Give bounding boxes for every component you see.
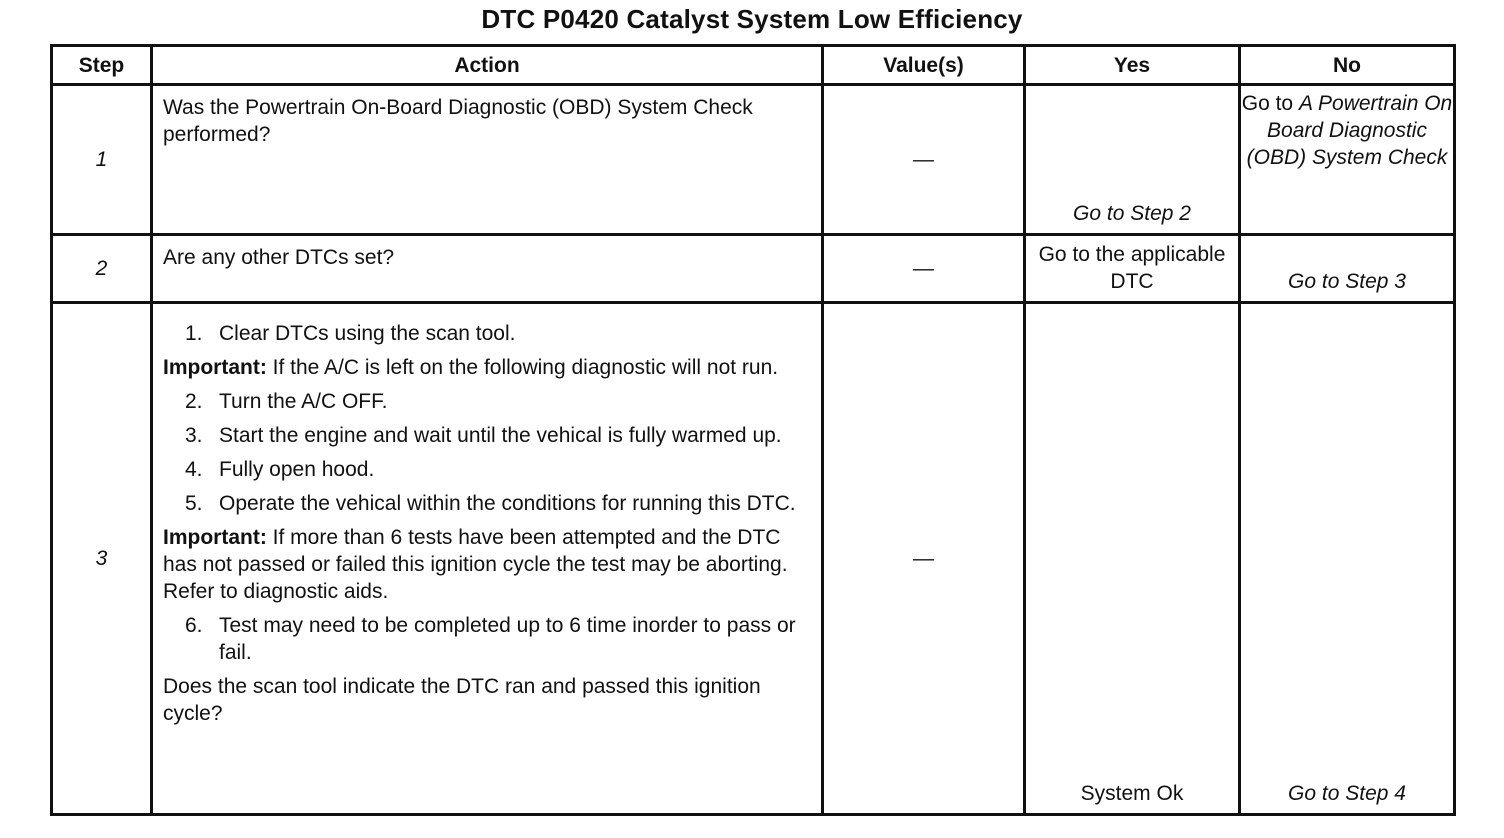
list-text: Operate the vehical within the conditions for running this DTC. <box>219 492 796 515</box>
list-text: Start the engine and wait until the vehical is fully warmed up. <box>219 424 782 447</box>
important-label: Important: <box>163 526 267 549</box>
list-number: 5. <box>185 492 203 515</box>
header-row <box>52 46 1455 85</box>
value-cell: — <box>823 235 1025 303</box>
header-no: No <box>1240 46 1455 85</box>
list-item <box>185 422 811 449</box>
no-cell <box>1240 85 1455 235</box>
yes-cell: Go to Step 2 <box>1025 85 1240 235</box>
action-cell <box>152 85 823 235</box>
important-note <box>163 524 811 605</box>
no-prefix: Go to <box>1241 92 1299 115</box>
value-cell: — <box>823 303 1025 815</box>
step-number: 3 <box>52 303 152 815</box>
important-note <box>163 354 811 381</box>
yes-cell: Go to the applicable DTC <box>1025 235 1240 303</box>
list-number: 1. <box>185 322 203 345</box>
table-row <box>52 85 1455 235</box>
list-number: 2. <box>185 390 203 413</box>
header-action: Action <box>152 46 823 85</box>
important-text: If more than 6 tests have been attempted and the DTC has not passed or failed this ignition cycle the test may be aborting. Refer to diagnostic aids. <box>163 526 788 603</box>
table-row <box>52 303 1455 815</box>
diagnostic-table <box>50 44 1456 816</box>
action-cell <box>152 303 823 815</box>
value-cell: — <box>823 85 1025 235</box>
action-text: Are any other DTCs set? <box>163 246 395 269</box>
step-number: 1 <box>52 85 152 235</box>
list-number: 6. <box>185 614 203 637</box>
list-item <box>185 612 811 666</box>
action-text: Was the Powertrain On-Board Diagnostic (OBD) System Check performed? <box>163 96 753 146</box>
document-title: DTC P0420 Catalyst System Low Efficiency <box>481 4 1023 34</box>
list-text: Turn the A/C OFF. <box>219 390 388 413</box>
list-item <box>185 490 811 517</box>
yes-cell: System Ok <box>1025 303 1240 815</box>
header-yes: Yes <box>1025 46 1240 85</box>
no-cell: Go to Step 3 <box>1240 235 1455 303</box>
step-number: 2 <box>52 235 152 303</box>
list-number: 3. <box>185 424 203 447</box>
list-item <box>185 320 811 347</box>
no-cell: Go to Step 4 <box>1240 303 1455 815</box>
list-text: Fully open hood. <box>219 458 375 481</box>
list-number: 4. <box>185 458 203 481</box>
table-row <box>52 235 1455 303</box>
list-item <box>185 456 811 483</box>
important-text: If the A/C is left on the following diagnostic will not run. <box>266 356 779 379</box>
important-label: Important: <box>163 356 267 379</box>
action-question: Does the scan tool indicate the DTC ran and passed this ignition cycle? <box>163 675 761 725</box>
header-step: Step <box>52 46 152 85</box>
list-text: Clear DTCs using the scan tool. <box>219 322 516 345</box>
list-text: Test may need to be completed up to 6 time inorder to pass or fail. <box>219 614 796 664</box>
no-reference: A Powertrain On Board Diagnostic (OBD) System Check <box>1246 92 1453 169</box>
action-cell <box>152 235 823 303</box>
list-item <box>185 388 811 415</box>
header-values: Value(s) <box>823 46 1025 85</box>
